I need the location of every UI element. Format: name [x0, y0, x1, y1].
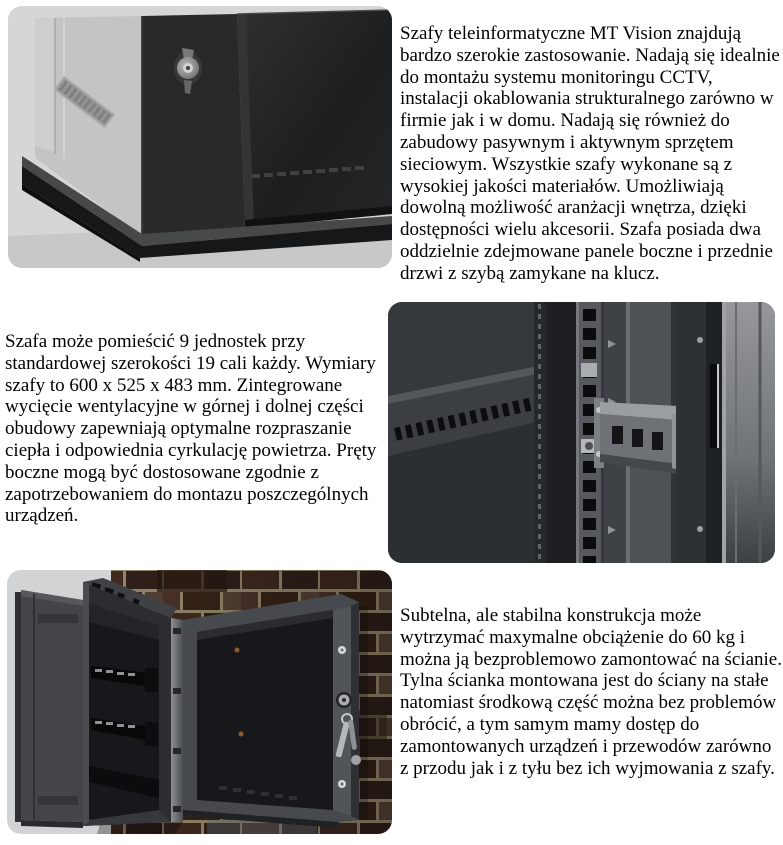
front-door-panel — [15, 590, 83, 828]
frame-shadow — [359, 606, 368, 820]
side-panel-interior — [388, 302, 538, 563]
glass-door — [237, 10, 392, 228]
hinge-strip — [534, 302, 546, 563]
hinge-column — [171, 618, 183, 822]
rack-rail-art — [388, 302, 775, 563]
frame-interior — [197, 610, 333, 810]
door-handle-slot — [710, 364, 717, 448]
glass-door-edge — [676, 302, 775, 563]
cabinet-body-open — [83, 578, 177, 826]
capacity-dimensions-paragraph: Szafa może pomieścić 9 jednostek przy standardowej szerokości 19 cali każdy. Wymiary szafy to 600 x 525 x 483 mm. Zintegrowane wycięcie wentylacyjne w górnej i dolnej części obudowy zapewniają optymalne rozpraszanie ciepła i odpowiednia cyrkulację powietrza. Pręty boczne mogą być dostosowane zgodnie z zapotrzebowaniem do montazu poszczególnych urządzeń. — [5, 331, 377, 527]
wall-mounting-paragraph: Subtelna, ale stabilna konstrukcja może wytrzymać maxymalne obciążenie do 60 kg i można ją bezproblemowo zamontować na ścianie. Tylna ścianka montowana jest do ściany na stałe natomiast środkową część można bez problemów obrócić, a tym samym mamy dostęp do zamontowanych urządzeń i przewodów zarówno z przodu jak i z tyłu bez ich wyjmowania z szafy. — [400, 605, 782, 779]
wall-frame-section — [183, 594, 361, 828]
cage-nut — [581, 363, 597, 377]
wall-cabinet-art — [7, 570, 392, 834]
cabinet-corner-art — [8, 6, 392, 268]
intro-paragraph: Szafy teleinformatyczne MT Vision znajdują bardzo szerokie zastosowanie. Nadają się idealnie do montażu systemu monitoringu CCTV, instalacji okablowania strukturalnego zarówno w firmie jak i w domu. Nadają się również do zabudowy pasywnym i aktywnym sprzętem sieciowym. Wszystkie szafy wykonane są z wysokiej jakości materiałów. Umożliwiają dowolną możliwość aranżacji wnętrza, dzięki dostępności wielu akcesorii. Szafa posiada dwa oddzielnie zdejmowane panele boczne i przednie drzwi z szybą zamykane na klucz. — [400, 23, 780, 284]
front-door-frame — [142, 14, 245, 236]
wall-mounted-open-cabinet-photo — [7, 570, 392, 834]
cabinet-glass-door-corner-photo — [8, 6, 392, 268]
recess-gap — [546, 302, 576, 563]
rack-mounting-rail-photo — [388, 302, 775, 563]
